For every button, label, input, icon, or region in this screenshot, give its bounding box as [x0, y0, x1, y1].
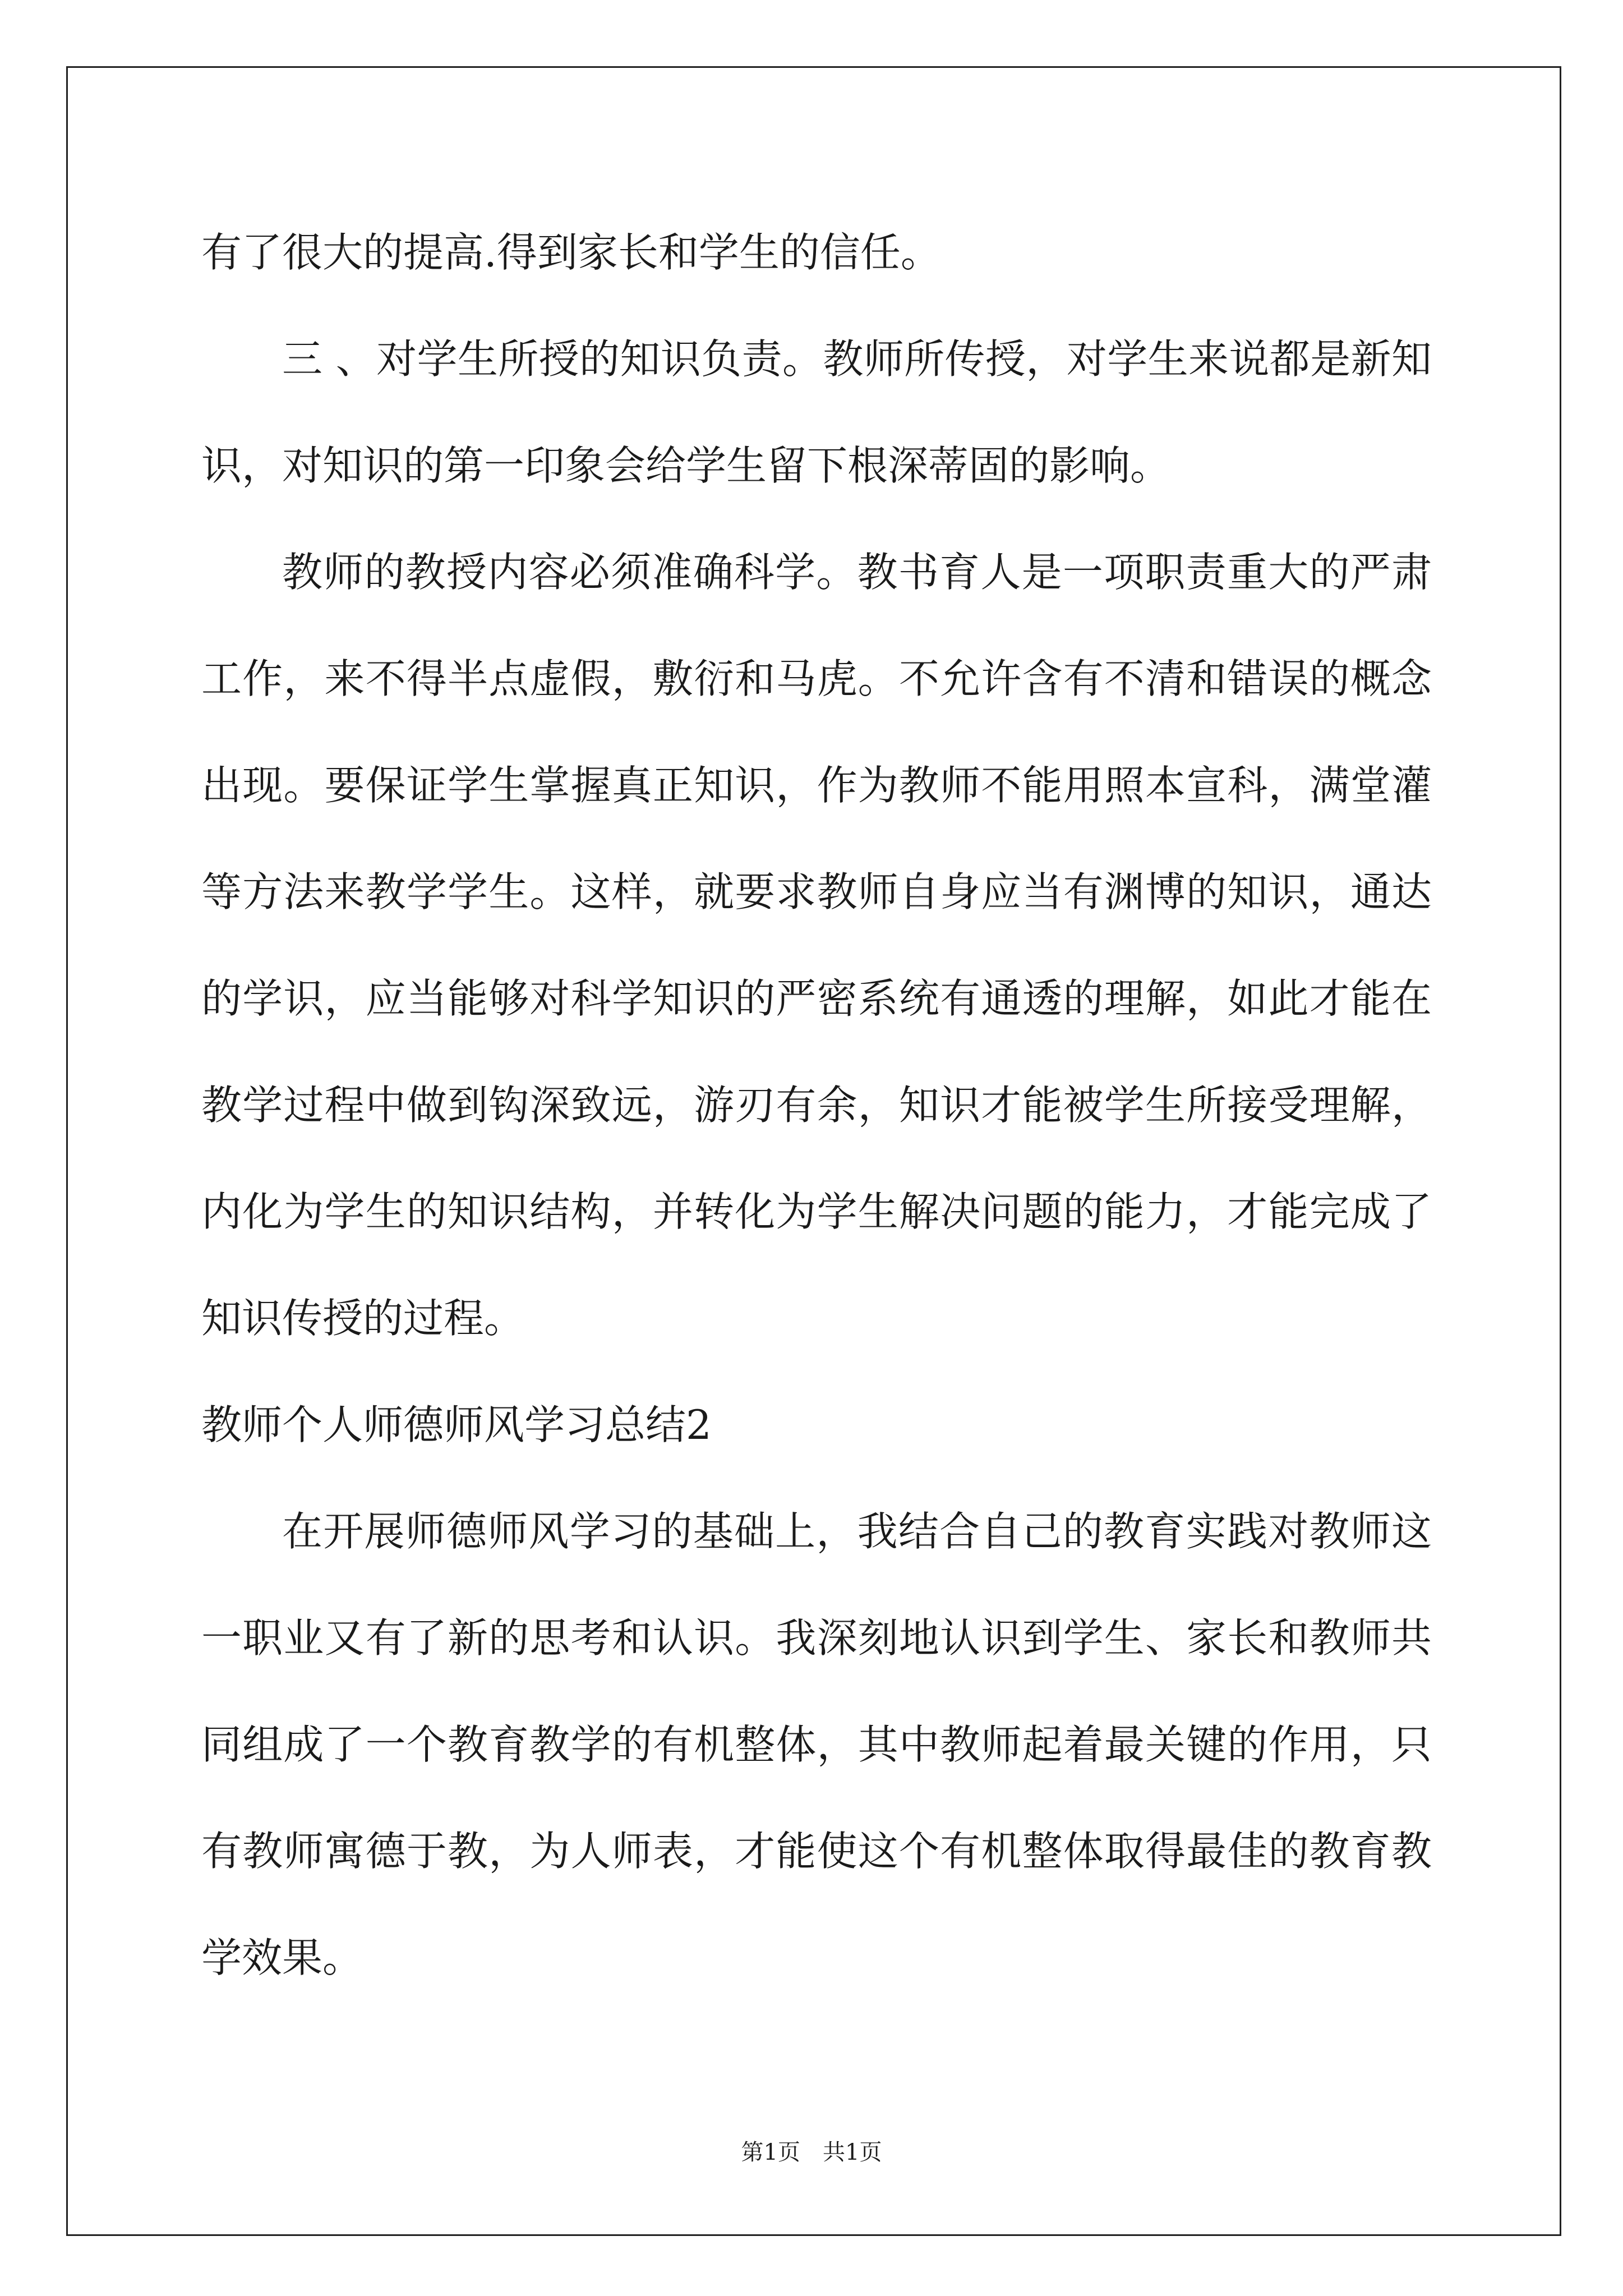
paragraph-line: 有了很大的提高.得到家长和学生的信任。 [201, 229, 941, 276]
page-footer: 第1页 共1页 [741, 2139, 882, 2165]
paragraph-line: 工作，来不得半点虚假，敷衍和马虎。不允许含有不清和错误的概念 [201, 655, 1432, 702]
paragraph-line: 学效果。 [201, 1934, 363, 1981]
paragraph-line: 教师的教授内容必须准确科学。教书育人是一项职责重大的严肃 [282, 549, 1432, 596]
paragraph-line: 内化为学生的知识结构，并转化为学生解决问题的能力，才能完成了 [201, 1188, 1432, 1235]
paragraph-line: 出现。要保证学生掌握真正知识，作为教师不能用照本宣科，满堂灌 [201, 762, 1432, 809]
paragraph-line: 三 、对学生所授的知识负责。教师所传授，对学生来说都是新知 [282, 335, 1432, 383]
paragraph-line: 知识传授的过程。 [201, 1295, 525, 1342]
document-body [201, 199, 1432, 2011]
paragraph-line: 识，对知识的第一印象会给学生留下根深蒂固的影响。 [201, 442, 1171, 489]
paragraph-line: 一职业又有了新的思考和认识。我深刻地认识到学生、家长和教师共 [201, 1614, 1432, 1662]
paragraph-line: 等方法来教学学生。这样，就要求教师自身应当有渊博的知识，通达 [201, 868, 1432, 915]
paragraph-line: 的学识，应当能够对科学知识的严密系统有通透的理解，如此才能在 [201, 975, 1432, 1022]
paragraph-line: 在开展师德师风学习的基础上，我结合自己的教育实践对教师这 [282, 1508, 1432, 1555]
paragraph-line: 同组成了一个教育教学的有机整体，其中教师起着最关键的作用，只 [201, 1721, 1432, 1768]
section-heading: 教师个人师德师风学习总结2 [201, 1401, 712, 1448]
paragraph-line: 有教师寓德于教，为人师表，才能使这个有机整体取得最佳的教育教 [201, 1828, 1432, 1875]
paragraph-line: 教学过程中做到钩深致远，游刃有余，知识才能被学生所接受理解， [201, 1082, 1432, 1129]
